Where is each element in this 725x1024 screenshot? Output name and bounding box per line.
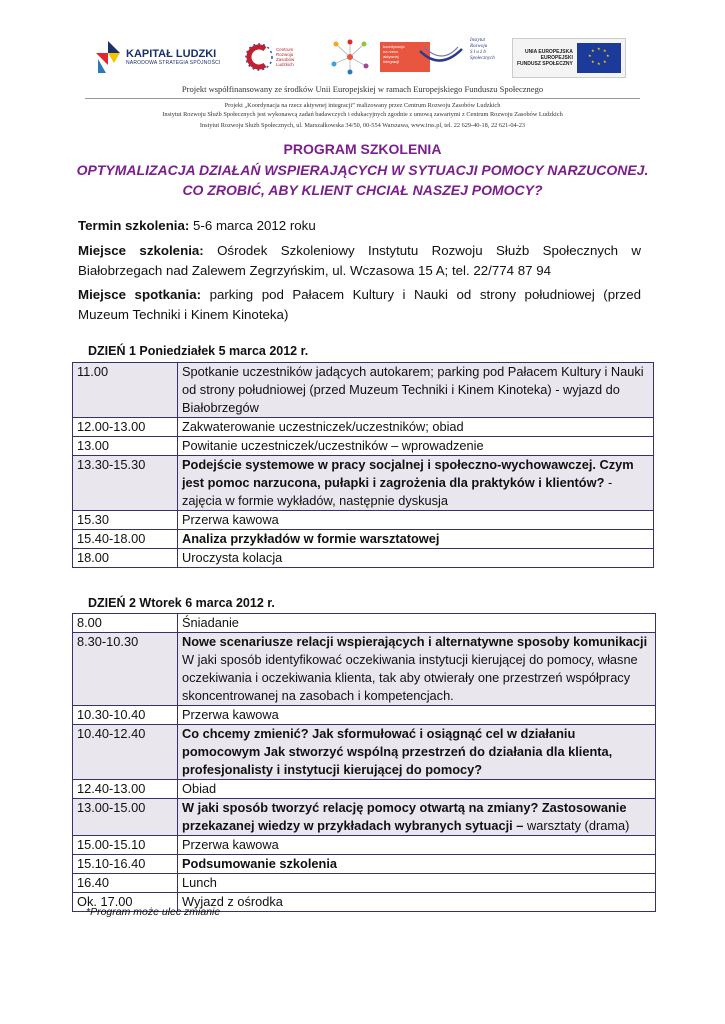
activity-text: Zakwaterowanie uczestniczek/uczestników; obiad — [182, 419, 464, 434]
activity-cell — [178, 511, 654, 530]
ue-line2: EUROPEJSKI — [540, 55, 573, 61]
time-cell: 10.30-10.40 — [73, 706, 178, 725]
table-row — [73, 437, 654, 456]
spotkanie-label: Miejsce spotkania: — [78, 287, 202, 302]
activity-cell — [178, 893, 656, 912]
activity-text: Wyjazd z ośrodka — [182, 894, 283, 909]
network-tree-logo — [328, 34, 372, 80]
time-cell: 15.30 — [73, 511, 178, 530]
svg-text:★: ★ — [605, 53, 610, 58]
table-row — [73, 456, 654, 511]
irss-line3: S ł u ż b — [470, 50, 486, 55]
table-row — [73, 549, 654, 568]
table-row — [73, 836, 656, 855]
ue-efs-logo — [512, 38, 626, 78]
svg-text:★: ★ — [596, 46, 601, 51]
svg-text:★: ★ — [590, 59, 595, 64]
termin-label: Termin szkolenia: — [78, 218, 190, 233]
project-line-3: Instytut Rozwoju Służb Społecznych, ul. Marszałkowska 34/50, 00-554 Warszawa, www.irss.pl, tel. 22 629-40-18, 22 621-04-23 — [199, 122, 526, 129]
time-cell: Ok. 17.00 — [73, 893, 178, 912]
time-cell: 13.00-15.00 — [73, 799, 178, 836]
crzl-star-c-icon — [244, 41, 274, 73]
header-divider — [85, 98, 640, 99]
time-cell: 8.00 — [73, 614, 178, 633]
activity-text: Przerwa kawowa — [182, 837, 279, 852]
crzl-line2: Rozwoju — [276, 52, 294, 57]
irss-logo — [418, 34, 498, 80]
logo-bar — [88, 34, 638, 80]
svg-text:★: ★ — [587, 53, 592, 58]
table-row — [73, 780, 656, 799]
spotkanie-value: parking pod Pałacem Kultury i Nauki od strony południowej (przed Muzeum Techniki i Kinem Kinoteka) — [78, 287, 641, 322]
project-line-2: Instytut Rozwoju Służb Społecznych jest wykonawcą zadań badawczych i edukacyjnych zgodnie z umową zawartymi z Centrum Rozwoju Zasobów Ludzkich — [162, 111, 563, 118]
time-cell: 13.00 — [73, 437, 178, 456]
spotkanie-info — [78, 285, 641, 325]
crzl-line3: Zasobów — [276, 57, 295, 62]
activity-text: Spotkanie uczestników jadących autokarem; parking pod Pałacem Kultury i Nauki od strony południowej (przed Muzeum Techniki i Kinem Kinoteka) - wyjazd do Białobrzegów — [182, 364, 644, 415]
table-row — [73, 511, 654, 530]
time-cell: 13.30-15.30 — [73, 456, 178, 511]
time-cell: 11.00 — [73, 363, 178, 418]
table-row — [73, 633, 656, 706]
table-row — [73, 799, 656, 836]
table-row — [73, 725, 656, 780]
miejsce-value: Ośrodek Szkoleniowy Instytutu Rozwoju Służb Społecznych w Białobrzegach nad Zalewem Zegrzyńskim, ul. Wczasowa 15 A; tel. 22/774 87 94 — [78, 243, 642, 278]
activity-cell — [178, 363, 654, 418]
time-cell: 15.00-15.10 — [73, 836, 178, 855]
table-row — [73, 530, 654, 549]
kapital-ludzki-logo — [94, 34, 221, 80]
activity-cell — [178, 780, 656, 799]
kapital-ludzki-title: KAPITAŁ LUDZKI — [126, 48, 217, 60]
time-cell: 15.10-16.40 — [73, 855, 178, 874]
irss-line1: Instytut — [470, 38, 485, 43]
day1-heading: DZIEŃ 1 Poniedziałek 5 marca 2012 r. — [88, 344, 309, 358]
miejsce-info — [78, 241, 641, 281]
activity-text: warsztaty (drama) — [523, 818, 630, 833]
termin-value: 5-6 marca 2012 roku — [189, 218, 316, 233]
activity-cell — [178, 614, 656, 633]
koordynacja-line1: koordynacja — [383, 44, 405, 49]
table-row — [73, 874, 656, 893]
koordynacja-line2: na rzecz — [383, 49, 399, 54]
time-cell: 12.00-13.00 — [73, 418, 178, 437]
program-title: PROGRAM SZKOLENIA — [283, 141, 442, 157]
time-cell: 12.40-13.00 — [73, 780, 178, 799]
kapital-ludzki-subtitle: NARODOWA STRATEGIA SPÓJNOŚCI — [126, 60, 221, 66]
ue-line3: FUNDUSZ SPOŁECZNY — [517, 61, 573, 67]
activity-text: Przerwa kawowa — [182, 512, 279, 527]
eu-flag-icon — [577, 43, 621, 73]
kapital-ludzki-mark-icon — [94, 39, 122, 75]
program-subtitle-1: OPTYMALIZACJA DZIAŁAŃ WSPIERAJĄCYCH W SYTUACJI POMOCY NARZUCONEJ. — [76, 162, 649, 178]
crzl-line1: Centrum — [276, 47, 294, 52]
activity-cell — [178, 725, 656, 780]
svg-text:★: ★ — [602, 59, 607, 64]
day2-table — [72, 613, 656, 912]
activity-title: Analiza przykładów w formie warsztatowej — [182, 531, 440, 546]
ue-line1: UNIA EUROPEJSKA — [524, 49, 573, 55]
koordynacja-line3: aktywnej — [383, 54, 399, 59]
program-subtitle-2: CO ZROBIĆ, ABY KLIENT CHCIAŁ NASZEJ POMOCY? — [182, 182, 543, 198]
activity-text: W jaki sposób identyfikować oczekiwania instytucji kierującej do pomocy, własne oczekiwania i oczekiwania klienta, tak aby otwierały one przestrzeń współpracy skoncentrowanej na zasobach i kompetencjach. — [182, 652, 638, 703]
time-cell: 18.00 — [73, 549, 178, 568]
project-line-1: Projekt „Koordynacja na rzecz aktywnej integracji” realizowany przez Centrum Rozwoju Zasobów Ludzkich — [224, 102, 501, 109]
irss-line2: Rozwoju — [470, 44, 488, 49]
table-row — [73, 855, 656, 874]
activity-cell — [178, 799, 656, 836]
activity-cell — [178, 874, 656, 893]
activity-cell — [178, 836, 656, 855]
day2-heading: DZIEŃ 2 Wtorek 6 marca 2012 r. — [88, 596, 275, 610]
termin-info — [78, 216, 641, 236]
irss-line4: Społecznych — [470, 56, 495, 61]
activity-text: Obiad — [182, 781, 217, 796]
time-cell: 15.40-18.00 — [73, 530, 178, 549]
activity-cell — [178, 549, 654, 568]
activity-cell — [178, 706, 656, 725]
activity-title: Nowe scenariusze relacji wspierających i alternatywne sposoby komunikacji — [182, 634, 648, 649]
table-row — [73, 363, 654, 418]
activity-cell — [178, 530, 654, 549]
time-cell: 8.30-10.30 — [73, 633, 178, 706]
activity-cell — [178, 456, 654, 511]
activity-title: W jaki sposób tworzyć relację pomocy otwartą na zmiany? Zastosowanie przekazanej wiedzy w przykładach wybranych sytuacji – — [182, 800, 627, 833]
activity-text: Przerwa kawowa — [182, 707, 279, 722]
activity-title: Co chcemy zmienić? Jak sformułować i osiągnąć cel w działaniu pomocowym Jak stworzyć wspólną przestrzeń do działania dla klienta, profesjonalisty i instytucji kierującej do pomocy? — [182, 726, 613, 777]
koordynacja-line4: integracji — [383, 59, 400, 64]
program-note: *Program może ulec zmianie — [86, 906, 221, 918]
svg-text:★: ★ — [596, 61, 601, 66]
activity-text: Uroczysta kolacja — [182, 550, 283, 565]
time-cell: 16.40 — [73, 874, 178, 893]
activity-cell — [178, 633, 656, 706]
crzl-logo — [244, 34, 294, 80]
svg-text:★: ★ — [602, 48, 607, 53]
crzl-line4: Ludzkich — [276, 62, 294, 67]
cofinanced-note: Projekt współfinansowany ze środków Unii Europejskiej w ramach Europejskiego Funduszu Społecznego — [181, 84, 544, 94]
network-tree-icon — [328, 38, 372, 76]
miejsce-label: Miejsce szkolenia: — [78, 243, 204, 258]
activity-text: Powitanie uczestniczek/uczestników – wprowadzenie — [182, 438, 484, 453]
table-row — [73, 614, 656, 633]
day1-table — [72, 362, 654, 568]
activity-cell — [178, 855, 656, 874]
activity-text: Śniadanie — [182, 615, 239, 630]
table-row — [73, 418, 654, 437]
activity-cell — [178, 418, 654, 437]
time-cell: 10.40-12.40 — [73, 725, 178, 780]
svg-text:★: ★ — [590, 48, 595, 53]
activity-text: Lunch — [182, 875, 217, 890]
activity-cell — [178, 437, 654, 456]
activity-text: - zajęcia w formie wykładów, następnie dyskusja — [182, 475, 613, 508]
activity-title: Podejście systemowe w pracy socjalnej i społeczno-wychowawczej. Czym jest pomoc narzucona, pułapki i zagrożenia dla praktyków i klientów? — [182, 457, 634, 490]
activity-title: Podsumowanie szkolenia — [182, 856, 338, 871]
table-row — [73, 706, 656, 725]
